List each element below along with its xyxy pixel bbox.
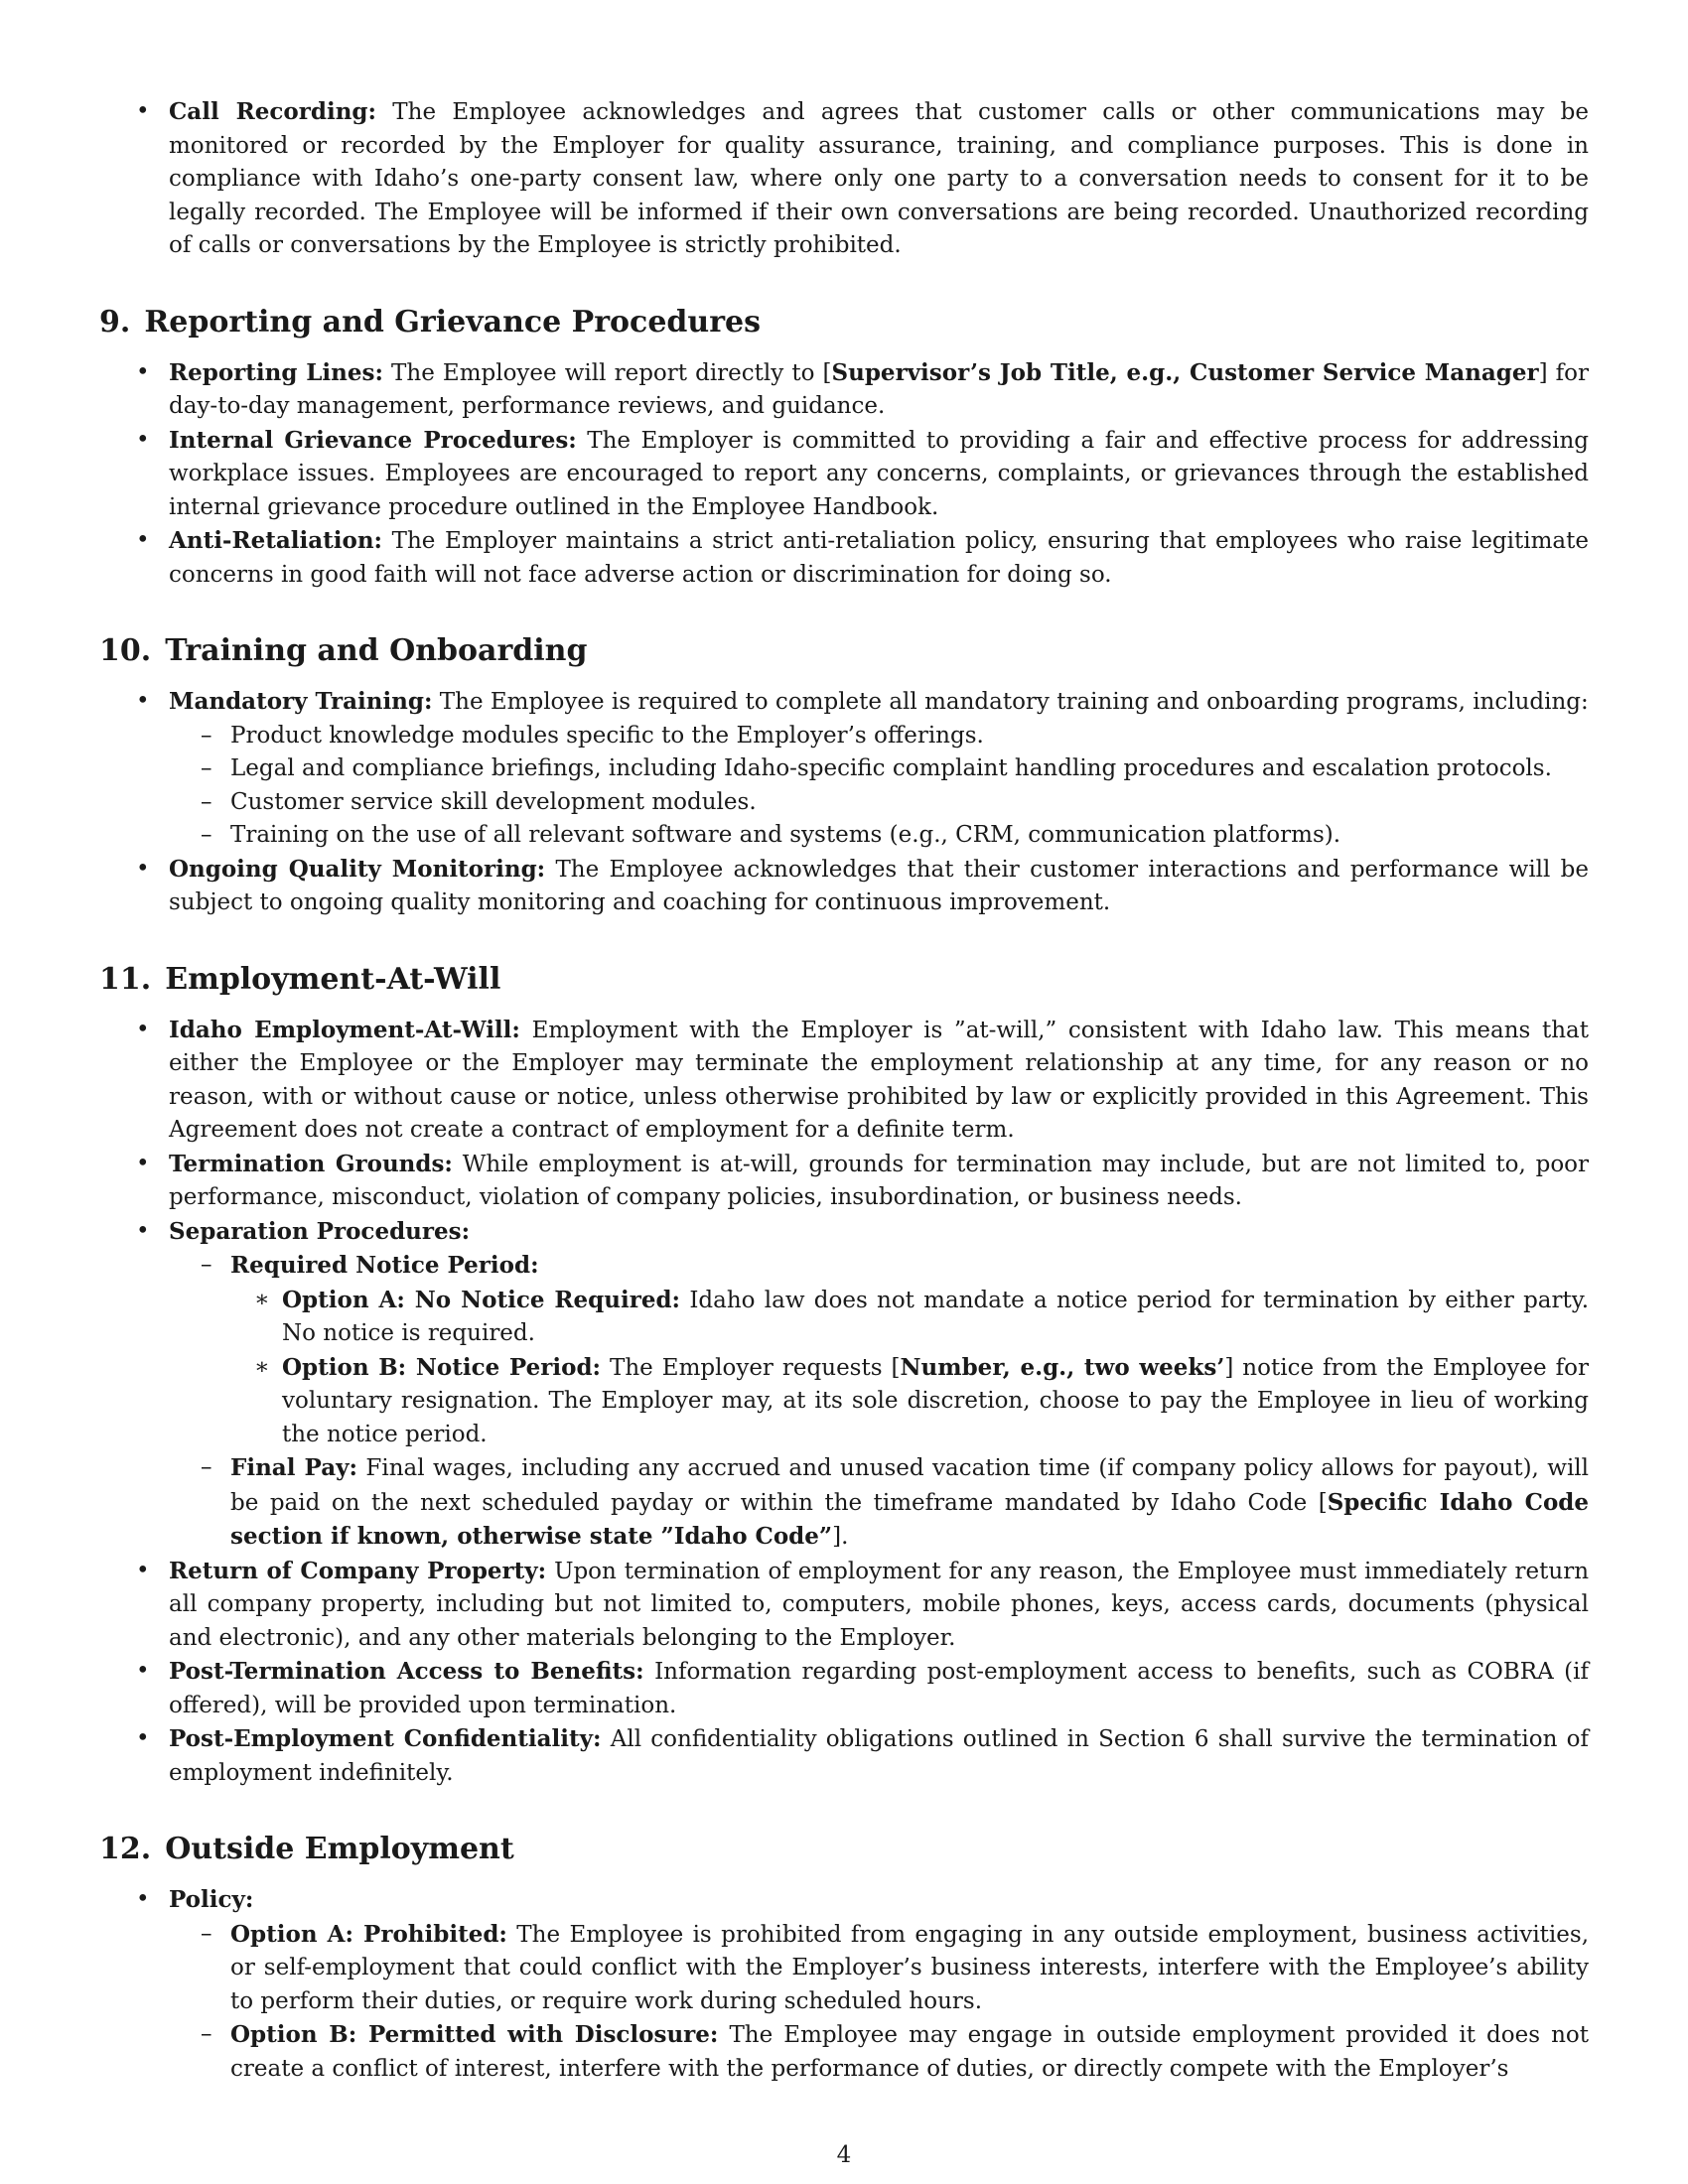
option-a-item <box>169 1918 1589 2019</box>
placeholder-text: Specific Idaho Code section if known, otherwise state ”Idaho Code” <box>230 1488 1590 1550</box>
item-text: Employment with the Employer is ”at-will,” consistent with Idaho law. This means that either the Employee or the Employer may terminate the employment relationship at any time, for any reason or no reason, with or without cause or notice, unless otherwise prohibited by law or explicitly provided in this Agreement. This Agreement does not create a contract of employment for a definite term. <box>169 1017 1589 1143</box>
section-11-heading <box>99 960 1589 1000</box>
section-title: Reporting and Grievance Procedures <box>144 304 761 340</box>
item-label: Final Pay: <box>230 1454 357 1481</box>
section-title: Employment-At-Will <box>165 961 501 997</box>
item-text: ] for day-to-day management, performance reviews, and guidance. <box>169 359 1589 419</box>
item-text: Information regarding post-employment access to benefits, such as COBRA (if offered), will be provided upon termination. <box>169 1659 1590 1718</box>
notice-period-item <box>169 1249 1589 1451</box>
section-title: Outside Employment <box>165 1832 514 1866</box>
option-b-item <box>169 2018 1589 2086</box>
item-text: The Employee is required to complete all mandatory training and onboarding programs, including: <box>439 689 1589 715</box>
separation-sublist <box>169 1249 1589 1555</box>
placeholder-text: Number, e.g., two weeks’ <box>900 1353 1225 1381</box>
section-number: 9. <box>99 304 131 340</box>
notice-options-list <box>230 1284 1589 1452</box>
page-number: 4 <box>836 2142 852 2168</box>
item-label: Ongoing Quality Monitoring: <box>169 855 546 883</box>
item-label: Option B: Permitted with Disclosure: <box>230 2021 719 2048</box>
item-label: Call Recording: <box>169 98 376 125</box>
quality-monitoring-item <box>99 853 1589 920</box>
anti-retaliation-item <box>99 524 1589 592</box>
final-pay-item <box>169 1451 1589 1555</box>
item-text: While employment is at-will, grounds for termination may include, but are not limited to, poor performance, misconduct, violation of company policies, insubordination, or business needs. <box>169 1151 1590 1210</box>
option-b-item <box>230 1351 1589 1452</box>
document-page <box>99 95 1589 2086</box>
item-text: The Employee may engage in outside employment provided it does not create a conflict of interest, interfere with the performance of duties, or directly compete with the Employer’s <box>230 2022 1589 2082</box>
reporting-lines-item <box>99 356 1589 424</box>
item-label: Mandatory Training: <box>169 688 433 715</box>
section-number: 10. <box>99 633 152 668</box>
at-will-item <box>99 1014 1589 1148</box>
return-property-item <box>99 1555 1589 1656</box>
section-10-list <box>99 685 1589 920</box>
item-label: Anti-Retaliation: <box>169 527 383 554</box>
item-text: The Employee acknowledges that their customer interactions and performance will be subject to ongoing quality monitoring and coaching for continuous improvement. <box>169 856 1589 915</box>
list-item: – Legal and compliance briefings, including Idaho-specific complaint handling procedures and escalation protocols. <box>169 752 1589 786</box>
item-text: The Employer is committed to providing a fair and effective process for addressing workplace issues. Employees are encouraged to report any concerns, complaints, or grievances through the established internal grievance procedure outlined in the Employee Handbook. <box>169 427 1589 520</box>
section-9-list <box>99 356 1589 593</box>
item-text: The Employee acknowledges and agrees that customer calls or other communications may be monitored or recorded by the Employer for quality assurance, training, and compliance purposes. This is done in compliance with Idaho’s one-party consent law, where only one party to a conversation needs to consent for it to be legally recorded. The Employee will be informed if their own conversations are being recorded. Unauthorized recording of calls or conversations by the Employee is strictly prohibited. <box>169 99 1590 258</box>
section-11-list <box>99 1014 1589 1791</box>
section-number: 11. <box>99 961 152 997</box>
call-recording-item <box>99 95 1589 263</box>
section-8-tail-list <box>99 95 1589 263</box>
item-label: Return of Company Property: <box>169 1557 547 1584</box>
item-label: Internal Grievance Procedures: <box>169 426 577 454</box>
item-label: Option B: Notice Period: <box>282 1353 602 1381</box>
post-employment-confidentiality-item <box>99 1722 1589 1790</box>
item-label: Termination Grounds: <box>169 1150 453 1177</box>
section-number: 12. <box>99 1832 152 1866</box>
training-sublist <box>169 720 1589 853</box>
item-label: Idaho Employment-At-Will: <box>169 1016 520 1043</box>
item-text: Idaho law does not mandate a notice period for termination by either party. No notice is required. <box>282 1287 1590 1346</box>
post-termination-benefits-item <box>99 1655 1589 1722</box>
item-label: Reporting Lines: <box>169 358 383 386</box>
item-label: Option A: No Notice Required: <box>282 1286 681 1313</box>
item-text: The Employee is prohibited from engaging in any outside employment, business activities, or self-employment that could conflict with the Employer’s business interests, interfere with the Employee’s ability to perform their duties, or require work during scheduled hours. <box>230 1921 1590 2014</box>
item-text: The Employer requests [ <box>610 1354 901 1381</box>
list-item: – Customer service skill development modules. <box>169 786 1589 820</box>
item-label: Post-Employment Confidentiality: <box>169 1725 602 1752</box>
section-9-heading <box>99 303 1589 342</box>
section-title: Training and Onboarding <box>165 633 588 668</box>
policy-item <box>99 1883 1589 2086</box>
item-text: ]. <box>832 1524 849 1550</box>
item-text: ] notice from the Employee for voluntary resignation. The Employer may, at its sole discretion, choose to pay the Employee in lieu of working the notice period. <box>282 1354 1589 1447</box>
separation-procedures-item <box>99 1215 1589 1555</box>
section-12-heading <box>99 1830 1589 1869</box>
option-a-item <box>230 1284 1589 1351</box>
item-label: Policy: <box>169 1886 254 1913</box>
mandatory-training-item <box>99 685 1589 853</box>
placeholder-text: Supervisor’s Job Title, e.g., Customer Service Manager <box>831 358 1539 386</box>
item-label: Option A: Prohibited: <box>230 1920 507 1948</box>
grievance-procedures-item <box>99 424 1589 525</box>
section-10-heading <box>99 631 1589 671</box>
item-text: The Employer maintains a strict anti-retaliation policy, ensuring that employees who raise legitimate concerns in good faith will not face adverse action or discrimination for doing so. <box>169 528 1589 588</box>
list-item: – Product knowledge modules specific to the Employer’s offerings. <box>169 720 1589 753</box>
list-item: – Training on the use of all relevant software and systems (e.g., CRM, communication platforms). <box>169 819 1589 853</box>
policy-options-list <box>169 1918 1589 2087</box>
item-label: Separation Procedures: <box>169 1217 471 1245</box>
item-text: Final wages, including any accrued and unused vacation time (if company policy allows for payout), will be paid on the next scheduled payday or within the timeframe mandated by Idaho Code [ <box>230 1455 1590 1516</box>
item-label: Post-Termination Access to Benefits: <box>169 1658 644 1685</box>
section-12-list <box>99 1883 1589 2086</box>
item-text: All confidentiality obligations outlined in Section 6 shall survive the termination of employment indefinitely. <box>169 1726 1589 1786</box>
termination-grounds-item <box>99 1148 1589 1215</box>
item-label: Required Notice Period: <box>230 1252 539 1279</box>
item-text: Upon termination of employment for any reason, the Employee must immediately return all company property, including but not limited to, computers, mobile phones, keys, access cards, documents (physical and electronic), and any other materials belonging to the Employer. <box>169 1558 1590 1651</box>
item-text: The Employee will report directly to [ <box>391 359 832 386</box>
